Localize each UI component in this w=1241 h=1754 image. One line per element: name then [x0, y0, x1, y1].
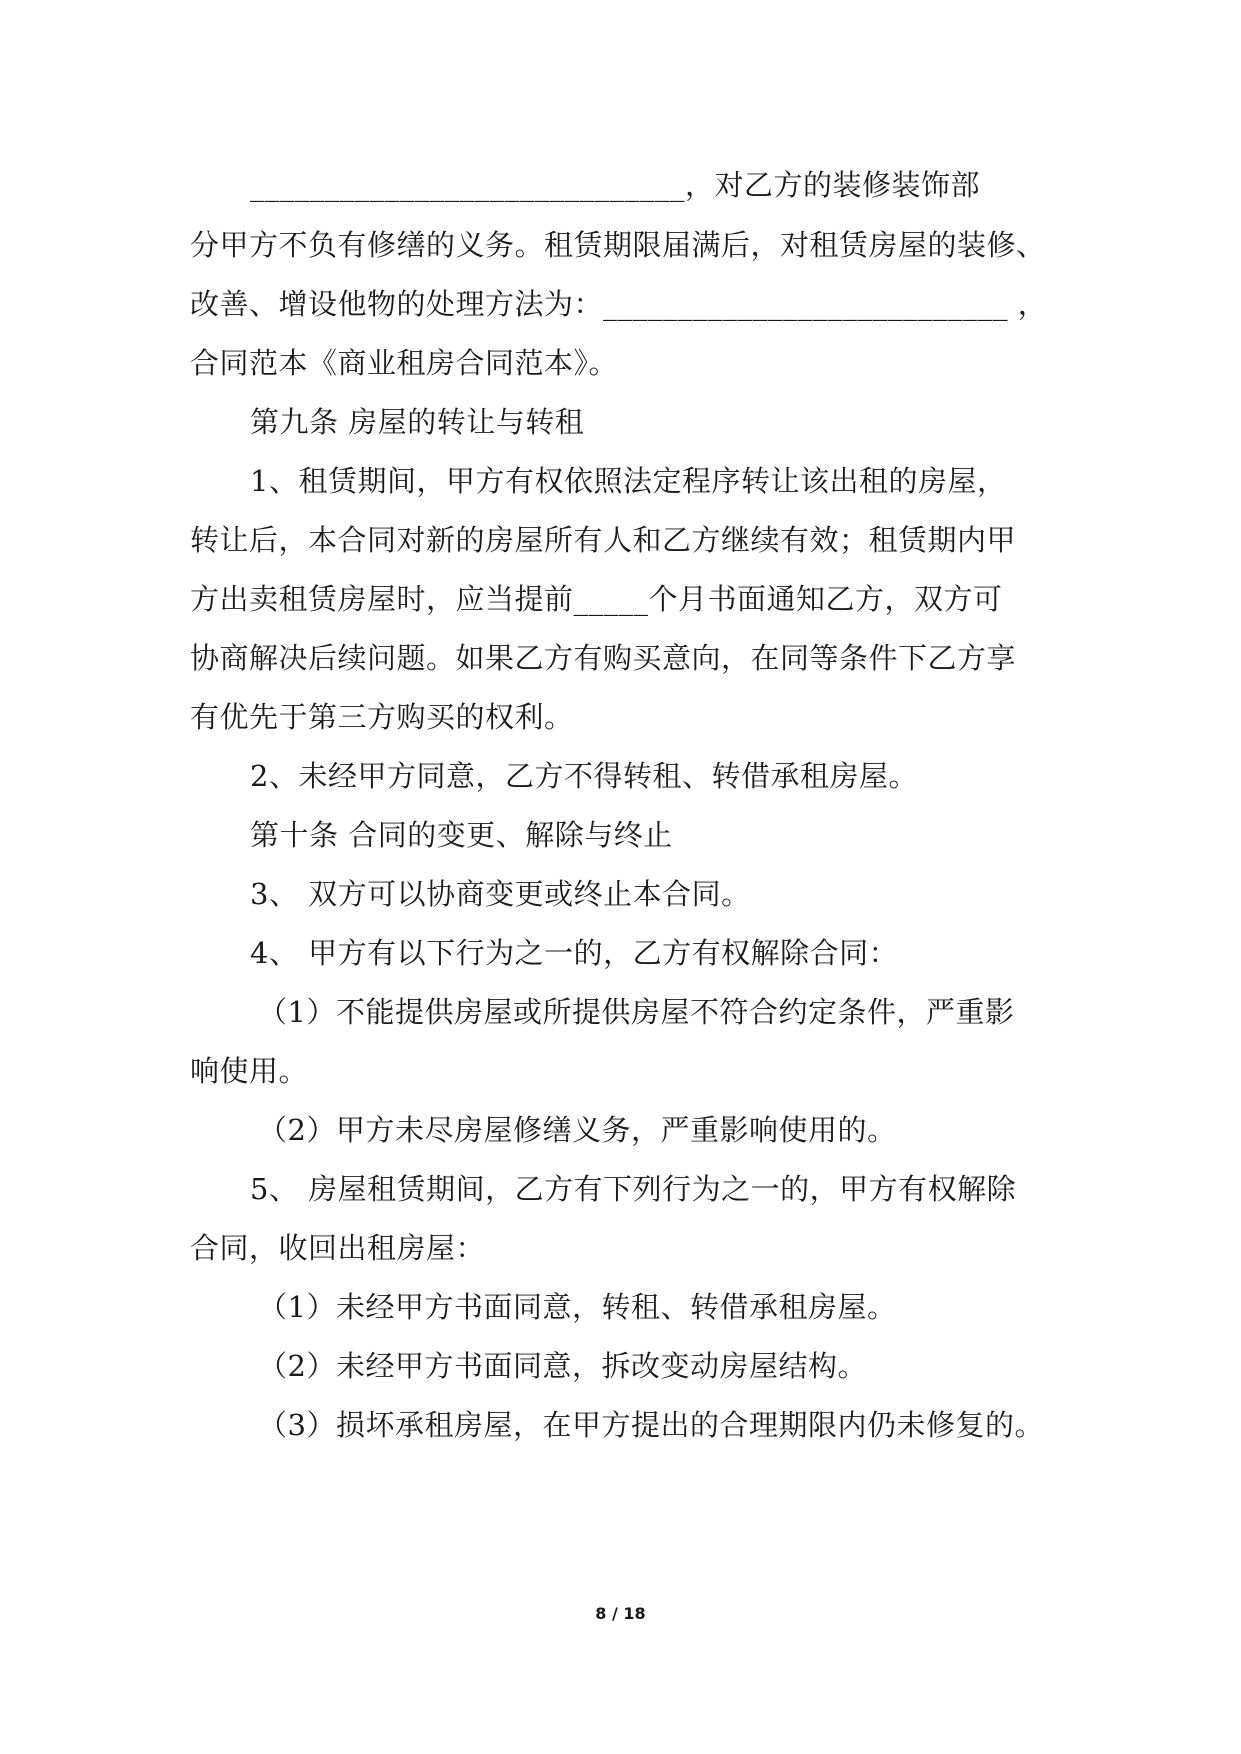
text-line: 响使用。: [190, 1054, 309, 1088]
text-line: （3）损坏承租房屋，在甲方提出的合理期限内仍未修复的。: [258, 1408, 1044, 1442]
text-line: 转让后，本合同对新的房屋所有人和乙方继续有效；租赁期内甲: [190, 523, 1017, 557]
text-line: （1）未经甲方书面同意，转租、转借承租房屋。: [258, 1290, 897, 1324]
text-line: 合同，收回出租房屋：: [190, 1231, 486, 1265]
section-heading: 第十条 合同的变更、解除与终止: [250, 818, 673, 852]
text-line: 4、 甲方有以下行为之一的，乙方有权解除合同：: [250, 936, 899, 970]
text-line: 分甲方不负有修缮的义务。租赁期限届满后，对租赁房屋的装修、: [190, 228, 1046, 262]
text-line: 3、 双方可以协商变更或终止本合同。: [250, 877, 751, 911]
text-line: 5、 房屋租赁期间，乙方有下列行为之一的，甲方有权解除: [250, 1172, 1017, 1206]
text-line: 合同范本《商业租房合同范本》。: [190, 346, 619, 380]
text-line: （1）不能提供房屋或所提供房屋不符合约定条件，严重影: [258, 995, 1015, 1029]
text-line: 协商解决后续问题。如果乙方有购买意向，在同等条件下乙方享: [190, 641, 1017, 675]
text-line: （2）未经甲方书面同意，拆改变动房屋结构。: [258, 1349, 867, 1383]
text-line: 1、租赁期间，甲方有权依照法定程序转让该出租的房屋，: [250, 464, 1007, 498]
section-heading: 第九条 房屋的转让与转租: [250, 405, 585, 439]
text-line: 2、未经甲方同意，乙方不得转租、转借承租房屋。: [250, 759, 918, 793]
text-line: 改善、增设他物的处理方法为：___________________________ ，: [190, 287, 1048, 321]
text-line: （2）甲方未尽房屋修缮义务，严重影响使用的。: [258, 1113, 897, 1147]
page-number: 8 / 18: [595, 1604, 646, 1623]
text-line: 方出卖租赁房屋时，应当提前_____个月书面通知乙方，双方可: [190, 582, 1003, 616]
text-line: 有优先于第三方购买的权利。: [190, 700, 574, 734]
text-line: _____________________________，对乙方的装修装饰部: [250, 168, 981, 202]
